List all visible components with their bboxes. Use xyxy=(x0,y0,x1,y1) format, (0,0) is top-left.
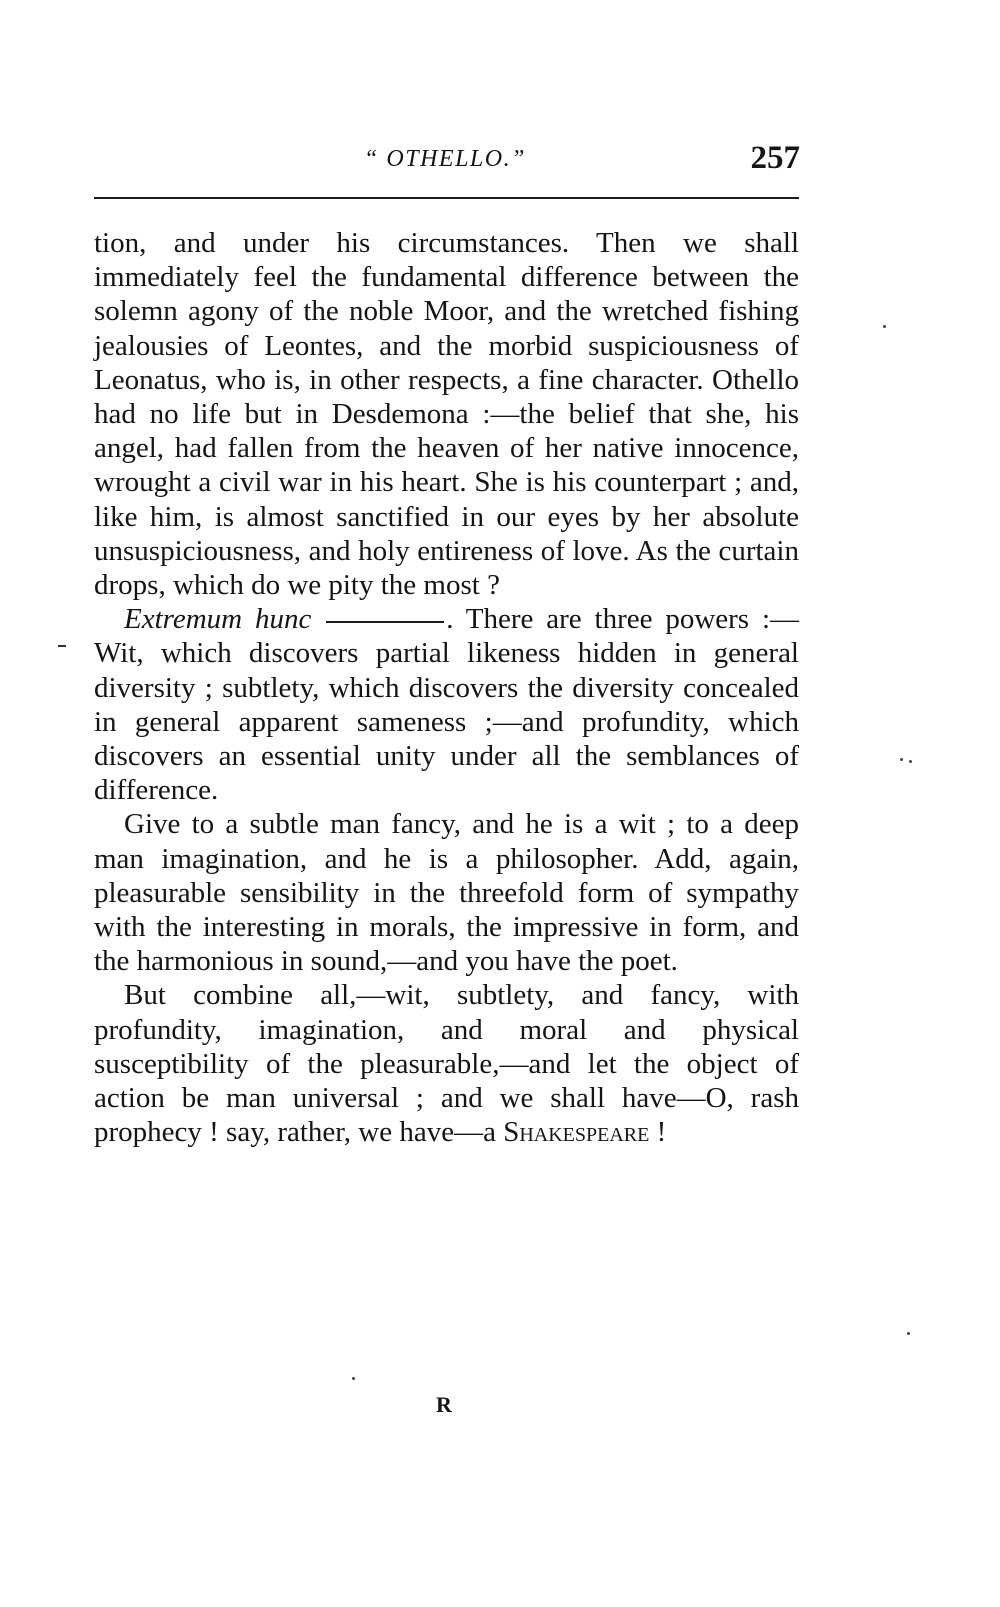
paragraph-1: tion, and under his circumstances. Then we shall immediately feel the fundamental difference between the solemn agony of the noble Moor, and the wretched fishing jealousies of Leontes, and the morbid suspiciousness of Leonatus, who is, in other respects, a fine character. Othello had no life but in Desdemona :—the belief that she, his angel, had fallen from the heaven of her native innocence, wrought a civil war in his heart. She is his counterpart ; and, like him, is almost sanctified in our eyes by her absolute unsuspiciousness, and holy entireness of love. As the curtain drops, which do we pity the most ? xyxy=(94,227,799,602)
header-rule xyxy=(94,197,799,199)
running-title: “ OTHELLO.” xyxy=(364,146,526,172)
paragraph-3: Give to a subtle man fancy, and he is a wit ; to a deep man imagination, and he is a philosopher. Add, again, pleasurable sensibility in the threefold form of sympathy with the interesting in morals, the impressive in form, and the harmonious in sound,—and you have the poet. xyxy=(94,808,799,978)
paragraph-4-text: But combine all,—wit, subtlety, and fancy, with profundity, imagination, and moral and physical susceptibility of the pleasurable,—and let the object of action be man universal ; and we shall have—O, rash prophecy ! say, rather, we have—a xyxy=(94,979,799,1149)
paragraph-2-text: . There are three powers :—Wit, which discovers partial likeness hidden in general diversity ; subtlety, which discovers the diversity concealed in general apparent sameness ;—and profundity, which discovers an essential unity under all the semblances of difference. xyxy=(94,603,800,807)
paragraph-4 xyxy=(94,978,799,1149)
speck xyxy=(883,325,886,328)
speck xyxy=(909,760,912,763)
latin-phrase: Extremum hunc xyxy=(124,603,312,636)
margin-mark xyxy=(58,645,66,647)
signature-mark: R xyxy=(436,1392,452,1417)
dash-rule xyxy=(326,621,444,623)
speck xyxy=(352,1377,355,1380)
speck xyxy=(907,1332,910,1335)
page-header xyxy=(90,140,800,182)
speck xyxy=(900,758,903,761)
shakespeare-name: Shakespeare ! xyxy=(503,1116,667,1149)
paragraph-2 xyxy=(94,602,799,807)
body-text xyxy=(94,226,799,1149)
page-number: 257 xyxy=(750,140,800,176)
